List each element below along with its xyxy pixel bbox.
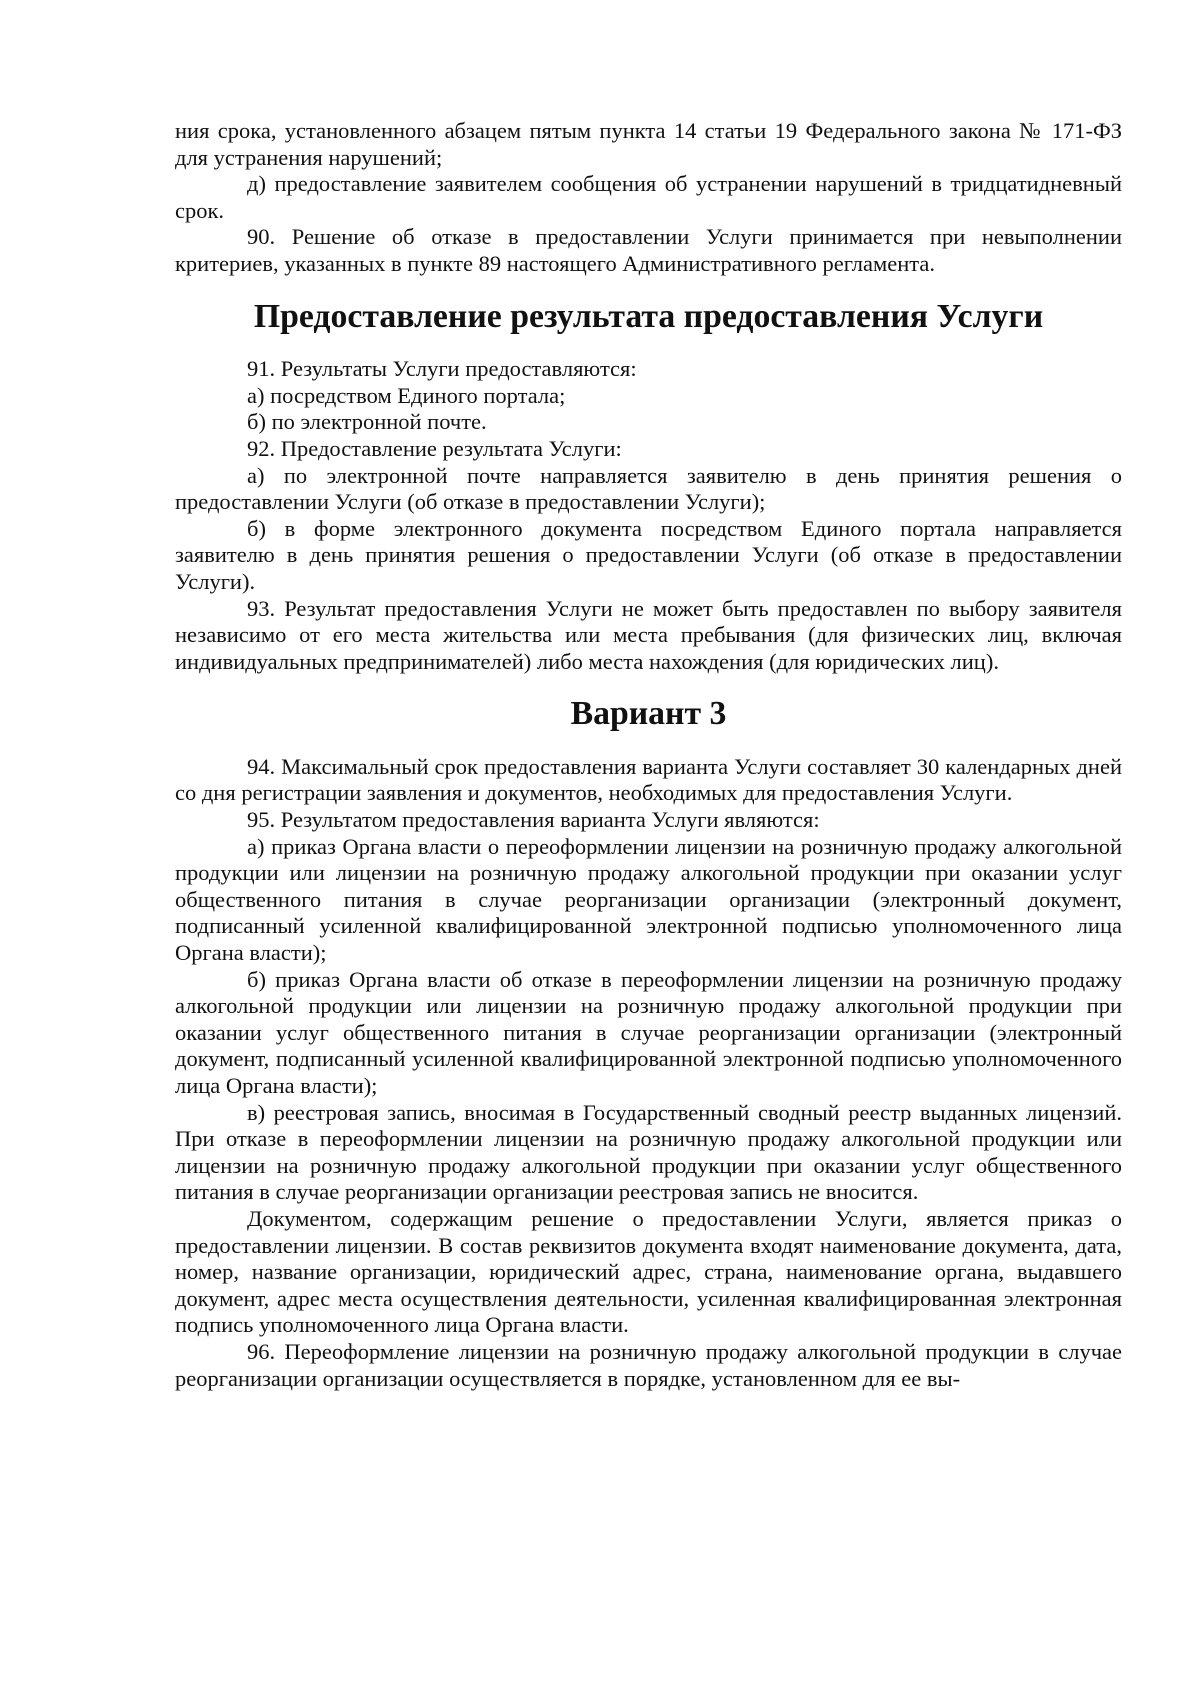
paragraph-89-d: д) предоставление заявителем сообщения об устранении нарушений в тридцатидневный срок. [175, 171, 1122, 223]
paragraph-92-a: а) по электронной почте направляется заявителю в день принятия решения о предоставлении Услуги (об отказе в предоставлении Услуги); [175, 462, 1122, 515]
paragraph-89-continuation: ния срока, установленного абзацем пятым пункта 14 статьи 19 Федерального закона № 171-ФЗ для устранения нарушений; [175, 118, 1122, 170]
paragraph-95-v: в) реестровая запись, вносимая в Государственный сводный реестр выданных лицензий. При отказе в переоформлении лицензии на розничную продажу алкогольной продукции или лицензии на розничную продажу алкогольной продукции при оказании услуг общественного питания в случае реорганизации организации реестровая запись не вносится. [175, 1099, 1122, 1205]
document-page [175, 118, 1122, 1392]
paragraph-91: 91. Результаты Услуги предоставляются: [247, 356, 637, 382]
paragraph-92-b: б) в форме электронного документа посредством Единого портала направляется заявителю в день принятия решения о предоставлении Услуги (об отказе в предоставлении Услуги). [175, 515, 1122, 594]
paragraph-96: 96. Переоформление лицензии на розничную продажу алкогольной продукции в случае реорганизации организации осуществляется в порядке, установленном для ее вы- [175, 1338, 1122, 1391]
paragraph-95: 95. Результатом предоставления варианта Услуги являются: [247, 807, 820, 833]
paragraph-94: 94. Максимальный срок предоставления варианта Услуги составляет 30 календарных дней со дня регистрации заявления и документов, необходимых для предоставления Услуги. [175, 753, 1122, 806]
paragraph-92: 92. Предоставление результата Услуги: [247, 435, 622, 461]
paragraph-95-document: Документом, содержащим решение о предоставлении Услуги, является приказ о предоставлении лицензии. В состав реквизитов документа входят наименование документа, дата, номер, название организации, юридический адрес, страна, наименование органа, выдавшего документ, адрес места осуществления деятельности, усиленная квалифицированная электронная подпись уполномоченного лица Органа власти. [175, 1205, 1122, 1338]
paragraph-95-a: а) приказ Органа власти о переоформлении лицензии на розничную продажу алкогольной продукции или лицензии на розничную продажу алкогольной продукции при оказании услуг общественного питания в случае реорганизации организации (электронный документ, подписанный усиленной квалифицированной электронной подписью уполномоченного лица Органа власти); [175, 833, 1122, 966]
paragraph-93: 93. Результат предоставления Услуги не может быть предоставлен по выбору заявителя независимо от его места жительства или места пребывания (для физических лиц, включая индивидуальных предпринимателей) либо места нахождения (для юридических лиц). [175, 595, 1122, 674]
paragraph-90: 90. Решение об отказе в предоставлении Услуги принимается при невыполнении критериев, указанных в пункте 89 настоящего Административного регламента. [175, 224, 1122, 276]
section-heading-result: Предоставление результата предоставления Услуги [253, 297, 1044, 335]
section-heading-variant-3: Вариант 3 [570, 695, 727, 733]
paragraph-95-b: б) приказ Органа власти об отказе в переоформлении лицензии на розничную продажу алкогольной продукции или лицензии на розничную продажу алкогольной продукции при оказании услуг общественного питания в случае реорганизации организации (электронный документ, подписанный усиленной квалифицированной электронной подписью уполномоченного лица Органа власти); [175, 966, 1122, 1098]
paragraph-91-a: а) посредством Единого портала; [247, 382, 566, 408]
paragraph-91-b: б) по электронной почте. [247, 409, 487, 435]
